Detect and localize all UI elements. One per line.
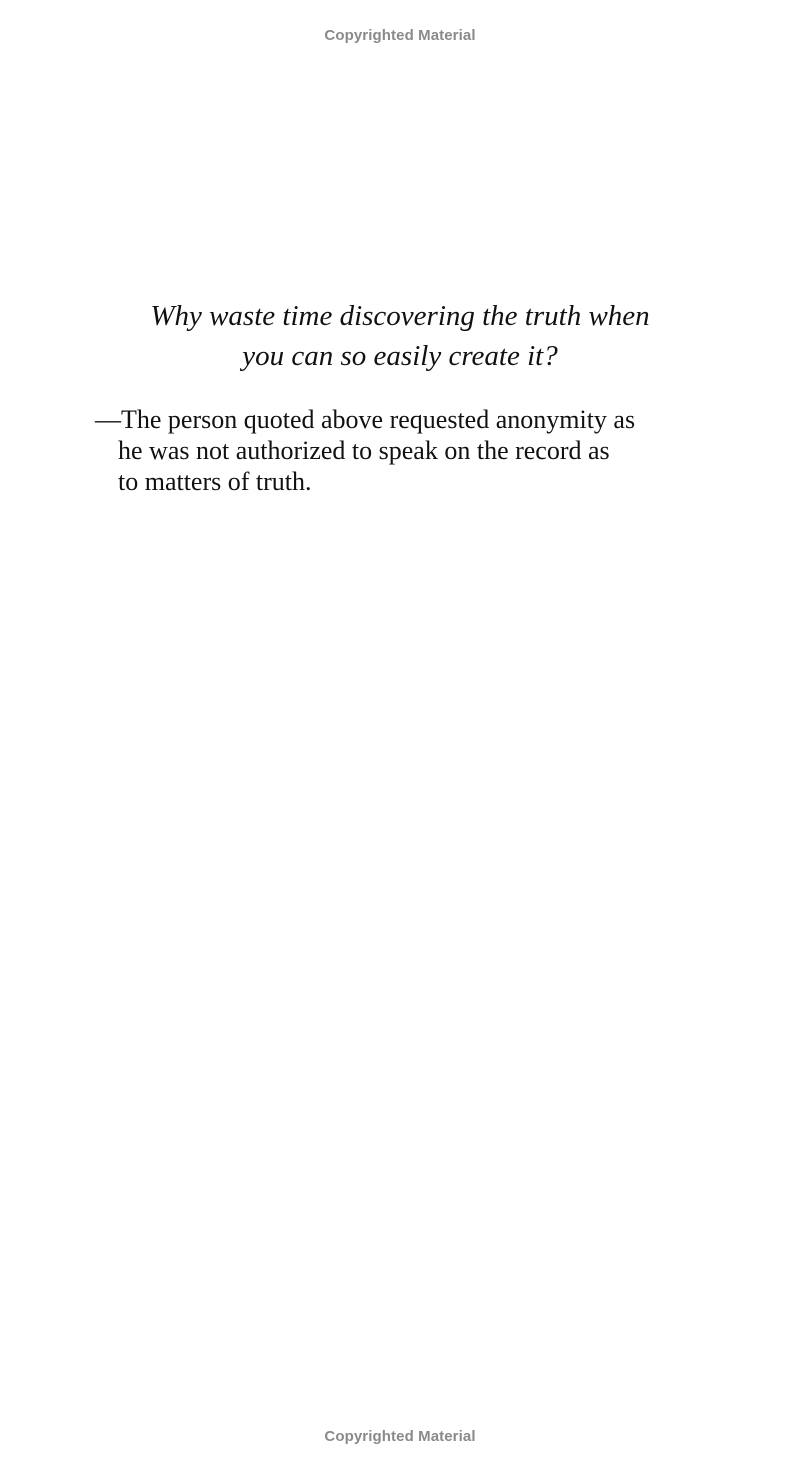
attribution-line: —The person quoted above requested anonymity as: [95, 405, 636, 434]
attribution-line: he was not authorized to speak on the record as: [118, 436, 610, 465]
epigraph-quote-line: Why waste time discovering the truth when: [150, 300, 650, 332]
epigraph-quote: [0, 296, 800, 376]
copyright-watermark-bottom: Copyrighted Material: [324, 1428, 476, 1445]
copyright-watermark-top: Copyrighted Material: [324, 27, 476, 44]
epigraph-attribution: [95, 404, 755, 497]
attribution-line: to matters of truth.: [118, 467, 312, 496]
epigraph-quote-line: you can so easily create it?: [242, 340, 558, 372]
